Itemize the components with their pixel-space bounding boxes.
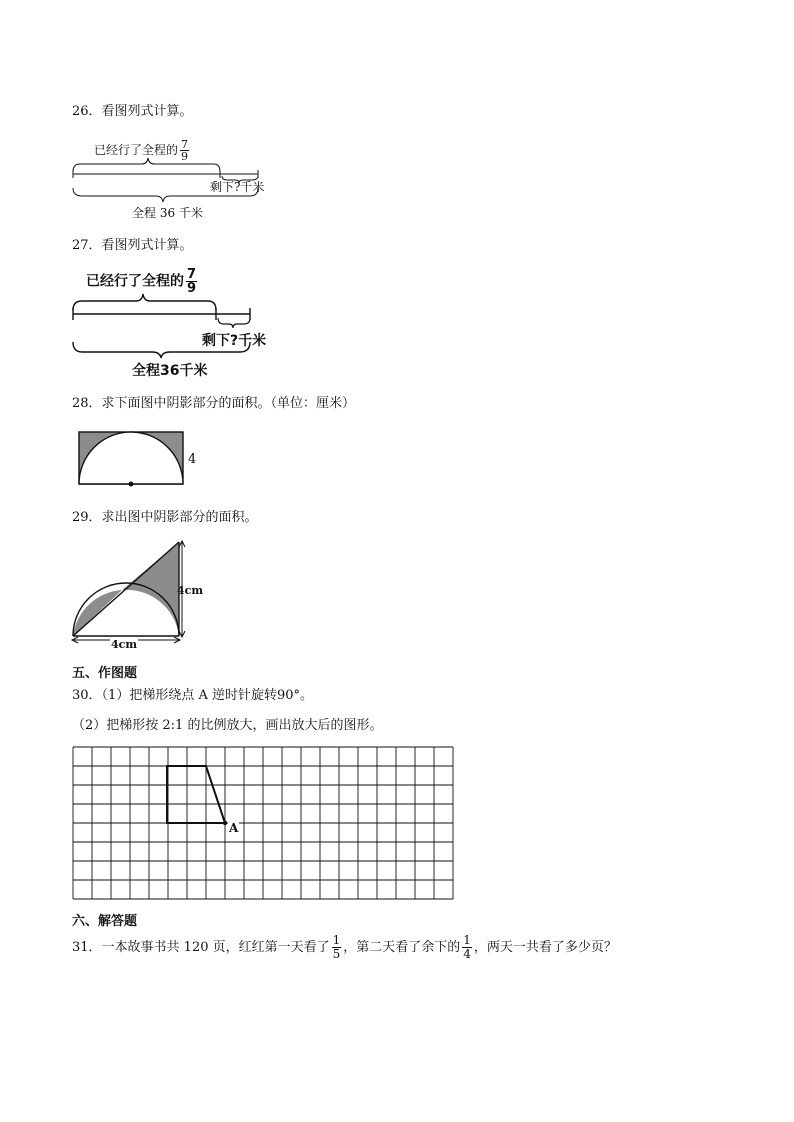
q30-line2: （2）把梯形按 2:1 的比例放大，画出放大后的图形。 <box>72 718 383 733</box>
q27-remain-label: 剩下?千米 <box>202 333 267 349</box>
q30-line1: 30．（1）把梯形绕点 A 逆时针旋转90°。 <box>72 688 314 703</box>
section-5-heading: 五、作图题 <box>72 666 138 681</box>
q31-fraction2: $\frac{1}{4}$ <box>463 933 471 961</box>
q28-label: 28．求下面图中阴影部分的面积。（单位：厘米） <box>72 396 356 411</box>
q29-label: 29．求出图中阴影部分的面积。 <box>72 510 258 525</box>
q27-label: 27．看图列式计算。 <box>72 238 193 253</box>
q27-fraction: $\frac{7}{9}$ <box>187 267 197 296</box>
q26-top-text: 已经行了全程的 <box>94 143 179 157</box>
q29-height-label: 4cm <box>177 584 203 597</box>
q26-figure <box>72 130 272 225</box>
q28-center-point <box>129 482 134 487</box>
q26-fraction: $\frac{7}{9}$ <box>181 138 189 163</box>
q30-grid-lines <box>73 747 453 899</box>
q27-total-label: 全程36千米 <box>132 363 208 379</box>
q30-trapezoid <box>167 766 225 823</box>
q31-text <box>72 934 617 961</box>
q27-top-text: 已经行了全程的 <box>86 273 184 290</box>
q31-fraction1: $\frac{1}{5}$ <box>332 933 341 961</box>
q31-part1: 31．一本故事书共 120 页，红红第一天看了 <box>72 940 330 955</box>
q26-remain-label: 剩下?千米 <box>210 180 265 194</box>
q30-grid <box>72 746 454 902</box>
q26-label: 26．看图列式计算。 <box>72 104 193 119</box>
q30-point-a-label: A <box>229 821 239 835</box>
q28-height-label: 4 <box>188 452 197 467</box>
q27-figure <box>72 266 282 381</box>
section-6-heading: 六、解答题 <box>72 914 138 929</box>
q31-part2: ，第二天看了余下的 <box>343 940 461 955</box>
q31-part3: ，两天一共看了多少页？ <box>473 940 617 955</box>
q26-total-label: 全程 36 千米 <box>132 206 203 220</box>
q29-base-label: 4cm <box>111 638 137 651</box>
q30-point-a <box>223 821 227 825</box>
